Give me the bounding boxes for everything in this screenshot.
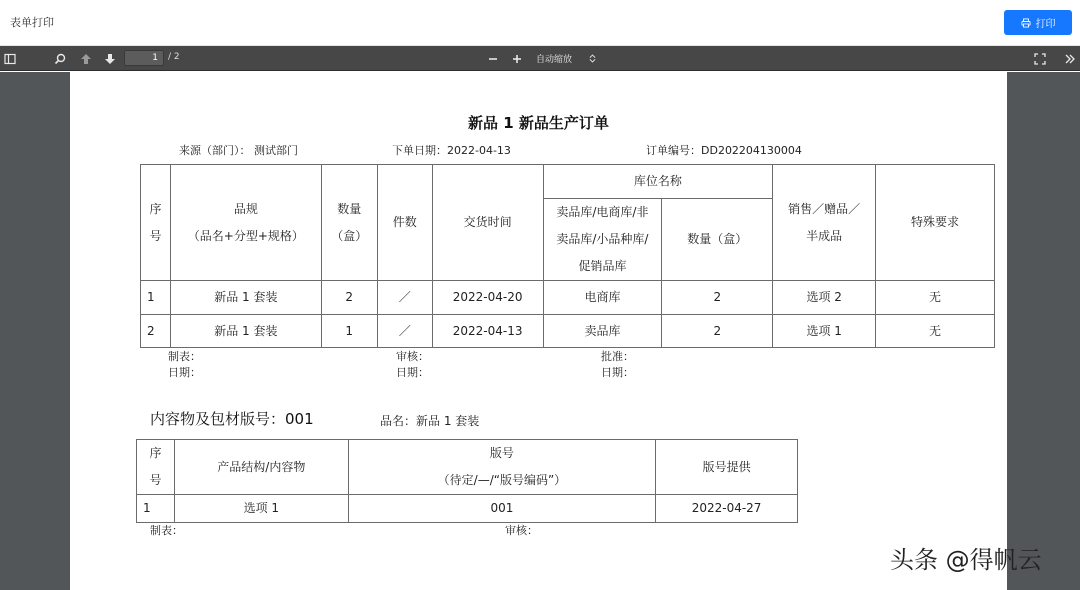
zoom-select[interactable] — [532, 50, 600, 67]
cell-pieces: ／ — [377, 315, 432, 348]
header-location-name: 卖品库/电商库/非 卖品库/小品种库/ 促销品库 — [543, 199, 662, 281]
sidebar-toggle-button[interactable] — [2, 50, 18, 67]
cell-seq: 2 — [141, 315, 171, 348]
cell-quantity: 1 — [321, 315, 377, 348]
table-row — [141, 281, 995, 315]
header-seq: 序 号 — [137, 440, 175, 495]
page-total: / 2 — [168, 52, 180, 62]
search-button[interactable] — [52, 50, 68, 67]
cell-seq: 1 — [137, 495, 175, 523]
cell-delivery: 2022-04-20 — [432, 281, 543, 315]
source-value: 测试部门 — [254, 144, 298, 157]
zoom-out-button[interactable] — [486, 50, 500, 67]
sign-approver: 批准： — [601, 350, 634, 363]
pdf-viewer[interactable] — [0, 72, 1080, 590]
page-number-input[interactable]: 1 — [124, 50, 164, 66]
document-title: 新品 1 新品生产订单 — [468, 114, 609, 132]
print-button-label: 打印 — [1035, 19, 1056, 30]
section-version-title: 内容物及包材版号：001 — [150, 410, 314, 428]
zoom-select-value: 自动缩放 — [536, 55, 573, 65]
header-version: 版号 （待定/—/“版号编码”） — [348, 440, 656, 495]
header-delivery: 交货时间 — [432, 165, 543, 281]
sign-maker: 制表： — [168, 350, 201, 363]
printer-icon — [1021, 18, 1031, 28]
print-button[interactable] — [1004, 10, 1072, 35]
watermark-text: 头条 @得帆云 — [890, 546, 1042, 574]
sidebar-icon — [4, 53, 16, 65]
cell-seq: 1 — [141, 281, 171, 315]
search-icon — [54, 53, 66, 65]
fullscreen-icon — [1034, 53, 1046, 65]
cell-spec: 新品 1 套装 — [170, 281, 321, 315]
minus-icon — [487, 53, 499, 65]
cell-location: 卖品库 — [543, 315, 662, 348]
sign-date-approver: 日期： — [601, 366, 634, 379]
header-quantity: 数量 （盒） — [321, 165, 377, 281]
next-page-button[interactable] — [102, 50, 118, 67]
cell-location-quantity: 2 — [662, 315, 773, 348]
cell-structure: 选项 1 — [174, 495, 348, 523]
sign2-reviewer: 审核： — [505, 524, 538, 537]
presentation-mode-button[interactable] — [1032, 50, 1048, 67]
sign-date-maker: 日期： — [168, 366, 201, 379]
cell-quantity: 2 — [321, 281, 377, 315]
order-number: 订单编号：DD202204130004 — [646, 144, 802, 157]
app-header — [0, 0, 1080, 46]
header-location: 库位名称 — [543, 165, 773, 199]
cell-version: 001 — [348, 495, 656, 523]
order-table — [140, 164, 995, 348]
app-title: 表单打印 — [10, 16, 54, 29]
viewer-toolbar — [0, 46, 1080, 71]
cell-special: 无 — [876, 315, 995, 348]
table-row — [141, 315, 995, 348]
zoom-in-button[interactable] — [510, 50, 524, 67]
arrow-down-icon — [104, 53, 116, 65]
tools-menu-button[interactable] — [1062, 50, 1078, 67]
header-spec: 品规 （品名+分型+规格） — [170, 165, 321, 281]
cell-location: 电商库 — [543, 281, 662, 315]
order-date: 下单日期：2022-04-13 — [392, 144, 511, 157]
table-row — [137, 495, 798, 523]
sign-date-reviewer: 日期： — [396, 366, 429, 379]
previous-page-button[interactable] — [78, 50, 94, 67]
cell-pieces: ／ — [377, 281, 432, 315]
cell-sales-type: 选项 1 — [773, 315, 876, 348]
updown-chevron-icon — [589, 54, 596, 63]
version-table — [136, 439, 798, 523]
cell-special: 无 — [876, 281, 995, 315]
cell-spec: 新品 1 套装 — [170, 315, 321, 348]
cell-delivery: 2022-04-13 — [432, 315, 543, 348]
header-special: 特殊要求 — [876, 165, 995, 281]
header-seq: 序 号 — [141, 165, 171, 281]
cell-location-quantity: 2 — [662, 281, 773, 315]
sign2-maker: 制表： — [150, 524, 183, 537]
header-provider: 版号提供 — [656, 440, 798, 495]
header-pieces: 件数 — [377, 165, 432, 281]
header-sales-type: 销售／赠品／ 半成品 — [773, 165, 876, 281]
header-structure: 产品结构/内容物 — [174, 440, 348, 495]
arrow-up-icon — [80, 53, 92, 65]
product-name: 品名：新品 1 套装 — [380, 414, 480, 428]
cell-sales-type: 选项 2 — [773, 281, 876, 315]
version-table-header-row — [137, 440, 798, 495]
double-chevron-right-icon — [1064, 53, 1076, 65]
source-label: 来源（部门）： — [179, 144, 251, 157]
source-department — [179, 142, 298, 158]
document-page — [70, 72, 1007, 590]
order-table-header-row — [141, 165, 995, 199]
sign-reviewer: 审核： — [396, 350, 429, 363]
header-location-quantity: 数量（盒） — [662, 199, 773, 281]
plus-icon — [511, 53, 523, 65]
cell-provider: 2022-04-27 — [656, 495, 798, 523]
